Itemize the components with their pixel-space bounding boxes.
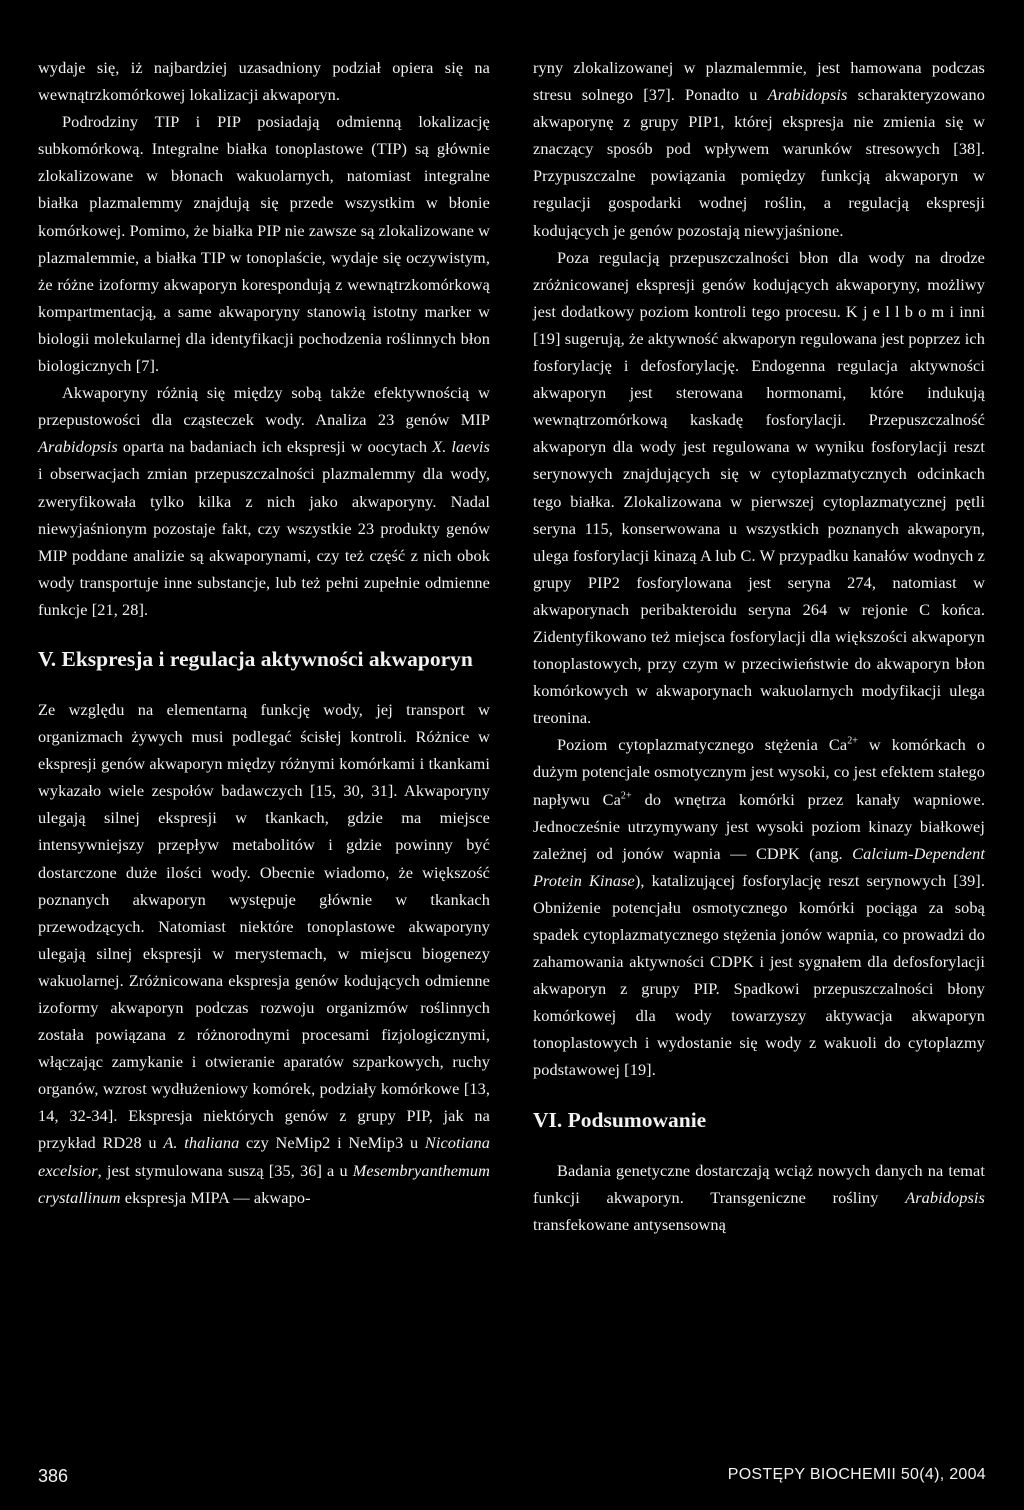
text: , jest stymulowana suszą [35, 36] a u [97, 1160, 353, 1180]
text: transfekowane antysensowną [533, 1214, 726, 1234]
text: w komórkach o dużym potencjale osmotycznym jest wysoki, co jest efektem stałego napływu Ca [533, 735, 985, 809]
text: czy NeMip2 i NeMip3 u [239, 1133, 425, 1153]
italic-text: A. thaliana [163, 1133, 240, 1153]
italic-text: Arabidopsis [905, 1187, 985, 1207]
superscript: 2+ [620, 790, 632, 802]
section-heading: V. Ekspresja i regulacja aktywności akwaporyn [38, 646, 473, 671]
section-heading: VI. Podsumowanie [533, 1107, 707, 1132]
paragraph [533, 54, 985, 244]
text: Akwaporyny różnią się między sobą także efektywnością w przepustowości dla cząsteczek wody. Analiza 23 genów MIP [38, 383, 490, 430]
paragraph [38, 379, 490, 623]
italic-text: Arabidopsis [767, 85, 848, 105]
paragraph: wydaje się, iż najbardziej uzasadniony podział opiera się na wewnątrzkomórkowej lokalizacji akwaporyn. [38, 58, 490, 105]
text: Badania genetyczne dostarczają wciąż nowych danych na temat funkcji akwaporyn. Transgeniczne rośliny [533, 1160, 985, 1207]
italic-text: Mesembryanthemum crystallinum [38, 1160, 490, 1207]
paragraph: Podrodziny TIP i PIP posiadają odmienną lokalizację subkomórkową. Integralne białka tonoplastowe (TIP) są głównie zlokalizowane w błonach wakuolarnych, natomiast integralne białka plazmalemmy znajdują się przede wszystkim w błonie komórkowej. Pomimo, że białka PIP nie zawsze są zlokalizowane w plazmalemmie, a białka TIP w tonoplaście, wydaje się oczywistym, że różne izoformy akwaporyn korespondują z wewnątrzkomórkową kompartmentacją, a same akwaporyny stanowią istotny marker w biologii molekularnej dla identyfikacji pochodzenia roślinnych błon biologicznych [7]. [38, 112, 490, 376]
text: ryny zlokalizowanej w plazmalemmie, jest hamowana podczas stresu solnego [37]. Ponadto u [533, 58, 985, 105]
italic-text: Arabidopsis [38, 437, 118, 457]
text: ), katalizującej fosforylację reszt serynowych [39]. Obniżenie potencjału osmotycznego komórki pociąga za sobą spadek cytoplazmatycznego stężenia jonów wapnia, co prowadzi do zahamowania aktywności CDPK i jest sygnałem dla defosforylacji akwaporyn z grupy PIP. Spadkowi przepuszczalności błony komórkowej dla wody towarzyszy aktywacja akwaporyn tonoplastowych i wydostanie się wody z wakuoli do cytoplazmy podstawowej [19]. [533, 870, 985, 1080]
text: scharakteryzowano akwaporynę z grupy PIP1, której ekspresja nie zmienia się w znaczący sposób pod wpływem warunków stresowych [38]. Przypuszczalne powiązania pomiędzy funkcją akwaporyn w regulacji gospodarki wodnej roślin, a regulacją ekspresji kodujących je genów pozostają niewyjaśnione. [533, 85, 985, 240]
paragraph [38, 696, 490, 1211]
italic-text: X. laevis [432, 437, 490, 457]
italic-text: Calcium-Dependent Protein Kinase [533, 843, 985, 890]
page-number: 386 [38, 1466, 69, 1486]
text: i obserwacjach zmian przepuszczalności plazmalemmy dla wody, zweryfikowała tylko kilka z nich jako akwaporyny. Nadal niewyjaśnionym pozostaje fakt, czy wszystkie 23 produkty genów MIP poddane analizie są akwaporynami, czy też część z nich obok wody transportuje inne substancje, lub też pełni zupełnie odmienne funkcje [21, 28]. [38, 464, 490, 619]
text: do wnętrza komórki przez kanały wapniowe. Jednocześnie utrzymywany jest wysoki poziom kinazy białkowej zależnej od jonów wapnia — CDPK (ang. [533, 789, 985, 863]
text: Ze względu na elementarną funkcję wody, jej transport w organizmach żywych musi podlegać ścisłej kontroli. Różnice w ekspresji genów akwaporyn między różnymi komórkami i tkankami wykazało wiele zespołów badawczych [15, 30, 31]. Akwaporyny ulegają silnej ekspresji w tkankach, gdzie ma miejsce intensywniejszy przepływ metabolitów i gdzie powinny być dostarczone duże ilości wody. Obecnie wiadomo, że większość poznanych akwaporyn występuje głównie w tkankach przewodzących. Natomiast niektóre tonoplastowe akwaporyny ulegają silnej ekspresji w merystemach, w miejscu biogenezy wakuolarnej. Zróżnicowana ekspresja genów kodujących odmienne izoformy akwaporyn podczas rozwoju organizmów roślinnych została powiązana z różnorodnymi procesami fizjologicznymi, włączając zamykanie i otwieranie aparatów szparkowych, ruchy organów, wzrost wydłużeniowy komórek, podziały komórkowe [13, 14, 32-34]. Ekspresja niektórych genów z grupy PIP, jak na przykład RD28 u [38, 699, 490, 1153]
italic-text: Nicotiana excelsior [38, 1133, 490, 1180]
journal-citation: POSTĘPY BIOCHEMII 50(4), 2004 [727, 1466, 986, 1483]
text: oparta na badaniach ich ekspresji w oocytach [117, 437, 433, 457]
right-column [533, 54, 985, 1238]
paragraph [533, 1157, 985, 1238]
text: Poziom cytoplazmatycznego stężenia Ca [557, 735, 848, 755]
left-column [38, 54, 490, 1211]
superscript: 2+ [847, 735, 859, 747]
paragraph [533, 731, 985, 1083]
text: ekspresja MIPA — akwapo- [120, 1187, 311, 1207]
paragraph: Poza regulacją przepuszczalności błon dla wody na drodze zróżnicowanej ekspresji genów kodujących akwaporyny, możliwy jest dodatkowy poziom kontroli tego procesu. K j e l l b o m i inni [19] sugerują, że aktywność akwaporyn regulowana jest poprzez ich fosforylację i defosforylację. Endogenna regulacja aktywności akwaporyn jest sterowana hormonami, które indukują wewnątrzomórkową kaskadę fosforylacji. Przepuszczalność akwaporyn dla wody jest regulowana w wyniku fosforylacji reszt serynowych znajdujących się w cytoplazmatycznych odcinkach tego białka. Zlokalizowana w pierwszej cytoplazmatycznej pętli seryna 115, konserwowana u wszystkich poznanych akwaporyn, ulega fosforylacji kinazą A lub C. W przypadku kanałów wodnych z grupy PIP2 fosforylowana jest seryna 274, natomiast w akwaporynach peribakteroidu seryna 264 w rejonie C końca. Zidentyfikowano też miejsca fosforylacji dla większości akwaporyn tonoplastowych, przy czym w przeciwieństwie do akwaporyn błon komórkowych w akwaporynach wakuolarnych modyfikacji ulega treonina. [533, 247, 985, 728]
